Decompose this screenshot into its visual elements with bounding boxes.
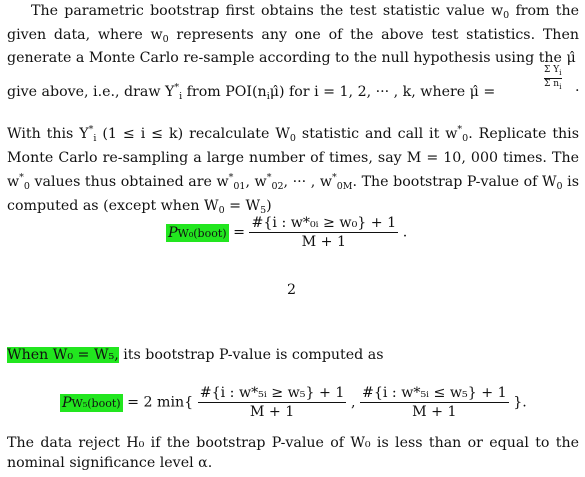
text-line: w bbox=[7, 174, 20, 190]
subscript: 01 bbox=[233, 181, 246, 192]
comma: , bbox=[350, 394, 356, 411]
subscript: 0 bbox=[462, 133, 469, 144]
superscript: * bbox=[174, 82, 180, 93]
sum-bottom: Σ n bbox=[544, 78, 560, 89]
superscript: * bbox=[266, 172, 272, 183]
equals-sign: = bbox=[233, 224, 250, 241]
text-line: The data reject H₀ if the bootstrap P-value of W₀ is less than or equal to the bbox=[7, 435, 579, 451]
text-line: statistic and call it w bbox=[295, 126, 458, 142]
equation-lhs-highlight bbox=[60, 394, 123, 412]
text-line: generate a Monte Carlo re-sample according to the null hypothesis using the μ̂ bbox=[7, 50, 576, 66]
paragraph-reject-rule bbox=[7, 434, 579, 473]
equation-lhs: P bbox=[62, 394, 72, 411]
text-line: give above, i.e., draw Y bbox=[7, 84, 175, 100]
fraction-denominator: M + 1 bbox=[249, 404, 295, 420]
superscript: * bbox=[19, 172, 24, 183]
text-line: = W bbox=[224, 197, 261, 214]
text-line: μ̂) for i = 1, 2, ··· , k, where μ̂ = bbox=[269, 84, 496, 100]
subscript: i bbox=[266, 91, 270, 102]
fraction-denominator: M + 1 bbox=[412, 404, 457, 420]
superscript: * bbox=[331, 172, 337, 183]
subscript: i bbox=[179, 91, 183, 102]
period: . bbox=[575, 79, 580, 95]
equation-p-value-w5 bbox=[60, 384, 527, 421]
text-line: , w bbox=[245, 174, 267, 190]
fraction-numerator: #{i : w*₅ᵢ ≥ w₅} + 1 bbox=[199, 385, 345, 401]
text-line: represents any one of the above test statistics. Then bbox=[168, 26, 579, 43]
subscript: 0 bbox=[23, 181, 30, 192]
superscript: * bbox=[228, 172, 234, 183]
closing-brace: }. bbox=[513, 394, 527, 411]
text-line: its bootstrap P-value is computed as bbox=[118, 347, 384, 363]
equation-min: = 2 min{ bbox=[127, 394, 194, 411]
text-line: The parametric bootstrap first obtains the test statistic value w bbox=[31, 3, 504, 19]
equation-lhs: P bbox=[168, 224, 178, 241]
paragraph-w5-case bbox=[7, 346, 579, 366]
text-line: With this Y bbox=[7, 126, 89, 142]
paragraph-bootstrap-intro bbox=[7, 2, 579, 69]
text-line: from POI(n bbox=[182, 84, 267, 100]
equation-lhs-highlight bbox=[166, 224, 229, 242]
text-line: (1 ≤ i ≤ k) recalculate W bbox=[96, 126, 290, 142]
equation-fraction-upper bbox=[198, 384, 347, 421]
sum-top: Σ Y bbox=[544, 65, 560, 75]
subscript: 5 bbox=[260, 204, 267, 216]
fraction-numerator: Σ $Y_i$ bbox=[544, 65, 562, 77]
text-line: from the bbox=[509, 3, 579, 19]
text-line: values thus obtained are w bbox=[29, 174, 229, 190]
equation-p-value-w0 bbox=[166, 214, 407, 251]
equation-fraction-lower bbox=[360, 384, 509, 421]
fraction-numerator: #{i : w*₅ᵢ ≤ w₅} + 1 bbox=[361, 385, 507, 401]
text-line: , ··· , w bbox=[283, 174, 332, 190]
equation-fraction bbox=[249, 214, 398, 251]
period: . bbox=[402, 224, 408, 241]
mu-hat-fraction bbox=[544, 65, 562, 92]
paragraph-recalculate bbox=[7, 120, 579, 220]
equation-lhs-subscript: W₅(boot) bbox=[71, 396, 121, 410]
text-line: Monte Carlo re-sampling a large number of times, say M = 10, 000 times. The bbox=[7, 149, 579, 166]
superscript: * bbox=[88, 124, 94, 135]
draw-line bbox=[7, 78, 495, 107]
subscript: 02 bbox=[271, 181, 284, 192]
highlighted-text: When W₀ = W₅, bbox=[7, 347, 119, 363]
subscript: 0 bbox=[289, 133, 296, 144]
subscript: 0M bbox=[336, 181, 353, 192]
text-line: given data, where w bbox=[7, 26, 163, 43]
subscript: i bbox=[93, 133, 97, 144]
superscript: * bbox=[457, 124, 463, 135]
fraction-denominator: M + 1 bbox=[301, 234, 347, 250]
text-line: is computed as (except when W bbox=[7, 174, 579, 214]
text-line: . Replicate this bbox=[468, 126, 579, 142]
subscript: 0 bbox=[162, 33, 169, 45]
fraction-denominator: Σ $n_i$ bbox=[544, 78, 562, 91]
text-line: nominal significance level α. bbox=[7, 454, 213, 471]
page-number: 2 bbox=[287, 282, 297, 298]
equation-lhs-subscript: W₀(boot) bbox=[177, 226, 227, 240]
subscript: 0 bbox=[556, 181, 563, 192]
text-line: ) bbox=[266, 197, 272, 214]
subscript: 0 bbox=[503, 10, 510, 21]
paragraph-bootstrap-draw bbox=[7, 63, 579, 113]
fraction-numerator: #{i : w*₀ᵢ ≥ w₀} + 1 bbox=[251, 215, 397, 231]
text-line: . The bootstrap P-value of W bbox=[352, 174, 557, 190]
subscript: 0 bbox=[218, 204, 225, 216]
